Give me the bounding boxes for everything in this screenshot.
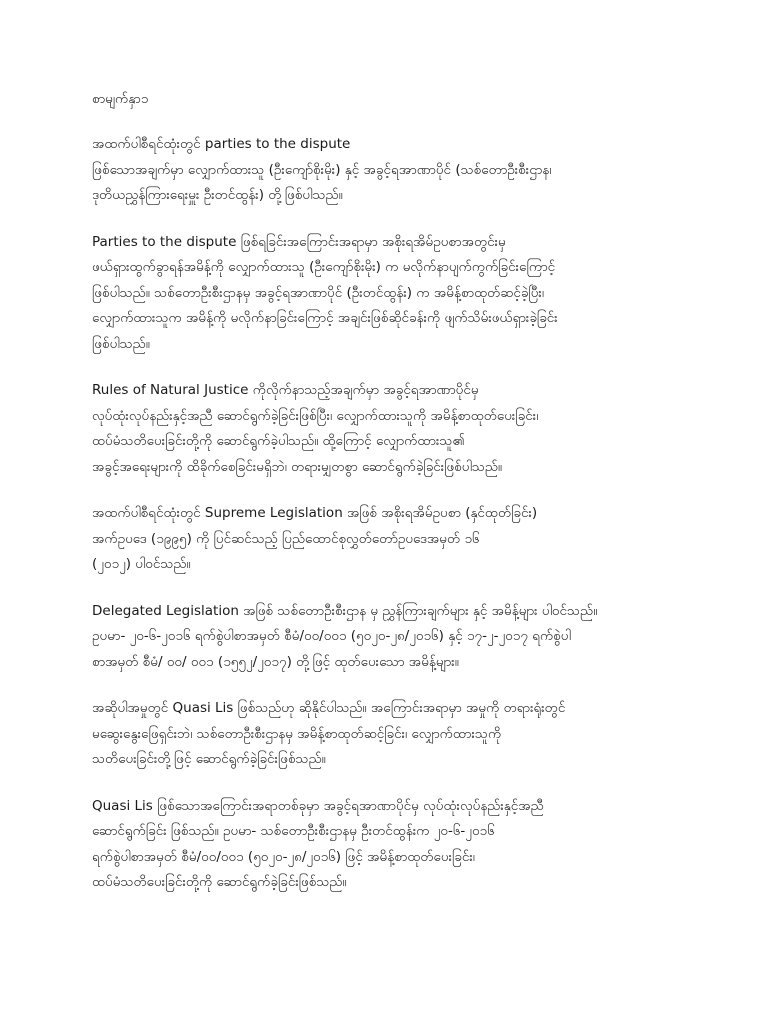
- text-line: အထက်ပါစီရင်ထုံးတွင် Supreme Legislation အဖြစ် အစိုးရအိမ်ဥပစာ (နှင်ထုတ်ခြင်း): [92, 505, 538, 521]
- text-line: ဖြစ်ပါသည်။: [92, 335, 150, 352]
- text-line: လျှောက်ထားသူက အမိန့်ကို မလိုက်နာခြင်းကြောင့် အချင်းဖြစ်ဆိုင်ခန်းကို ဖျက်သိမ်းဖယ်ရှားခဲ့ခြင်း: [92, 310, 558, 326]
- text-line: ဥပမာ- ၂၀-၆-၂၀၁၆ ရက်စွဲပါစာအမှတ် စီမံ/၀ဝ/၀ဝ၁ (၅၀၂၀-၂၈/၂၀၁၆) နှင့် ၁၇-၂-၂၀၁၇ ရက်စွဲပါ: [92, 628, 571, 644]
- text-line: ဖြစ်ပါသည်။ သစ်တောဦးစီးဌာနမှ အခွင့်ရအာဏာပိုင် (ဦးတင်ထွန်း) က အမိန့်စာထုတ်ဆင့်ခဲ့ပြီး၊: [92, 284, 544, 301]
- text-line: စာအမှတ် စီမံ/ ၀၀/ ၀၀၁ (၁၅၅၂/၂၀၁၇) တို့ဖြင့် ထုတ်ပေးသော အမိန့်များ။: [92, 653, 459, 670]
- text-line: အခွင့်အရေးများကို ထိခိုက်စေခြင်းမရှိဘဲ၊ တရားမျှတစွာ ဆောင်ရွက်ခဲ့ခြင်းဖြစ်ပါသည်။: [92, 458, 503, 475]
- text-line: (၂၀၁၂) ပါဝင်သည်။: [92, 556, 191, 572]
- paragraph-quasi-lis: [92, 696, 702, 773]
- text-line: Delegated Legislation အဖြစ် သစ်တောဦးစီးဌာန မှ ညွှန်ကြားချက်များ နှင့် အမိန့်များ ပါဝင်သည်။: [92, 602, 598, 619]
- paragraph-dispute-reason: [92, 230, 702, 358]
- text-line: Rules of Natural Justice ကိုလိုက်နာသည့်အချက်မှာ အခွင့်ရအာဏာပိုင်မှ: [92, 382, 479, 398]
- page-heading: စာမျက်နှာ၁: [92, 91, 149, 107]
- text-line: ဖယ်ရှားထွက်ခွာရန်အမိန့်ကို လျှောက်ထားသူ (ဦးကျော်စိုးမိုး) က မလိုက်နာပျက်ကွက်ခြင်းကြောင့်: [92, 259, 556, 275]
- paragraph-delegated-legislation: [92, 599, 702, 676]
- text-line: ဒုတိယညွှန်ကြားရေးမှူး ဦးတင်ထွန်း) တို့ဖြစ်ပါသည်။: [92, 187, 343, 203]
- paragraph-quasi-lis-example: [92, 794, 702, 896]
- paragraph-parties: [92, 132, 702, 209]
- text-line: လုပ်ထုံးလုပ်နည်းနှင့်အညီ ဆောင်ရွက်ခဲ့ခြင်းဖြစ်ပြီး၊ လျှောက်ထားသူကို အမိန့်စာထုတ်ပေးခြင်း၊: [92, 407, 539, 424]
- paragraph-natural-justice: [92, 378, 702, 480]
- text-line: အဆိုပါအမှုတွင် Quasi Lis ဖြစ်သည်ဟု ဆိုနိုင်ပါသည်။ အကြောင်းအရာမှာ အမှုကို တရားရုံးတွင်: [92, 700, 566, 716]
- paragraph-supreme-legislation: [92, 501, 702, 578]
- text-line: အက်ဥပဒေ (၁၉၉၅) ကို ပြင်ဆင်သည့် ပြည်ထောင်စုလွှတ်တော်ဥပဒေအမှတ် ၁၆: [92, 530, 480, 547]
- text-line: အထက်ပါစီရင်ထုံးတွင် parties to the dispute: [92, 136, 351, 152]
- text-line: သတိပေးခြင်းတို့ဖြင့် ဆောင်ရွက်ခဲ့ခြင်းဖြစ်သည်။: [92, 751, 326, 767]
- text-line: ထပ်မံသတိပေးခြင်းတို့ကို ဆောင်ရွက်ခဲ့ခြင်းဖြစ်သည်။: [92, 874, 347, 890]
- text-line: မဆွေးနွေးဖြေရှင်းဘဲ၊ သစ်တောဦးစီးဌာနမှ အမိန့်စာထုတ်ဆင့်ခြင်း၊ လျှောက်ထားသူကို: [92, 725, 502, 742]
- text-line: Quasi Lis ဖြစ်သောအကြောင်းအရာတစ်ခုမှာ အခွင့်ရအာဏာပိုင်မှ လုပ်ထုံးလုပ်နည်းနှင့်အညီ: [92, 797, 544, 814]
- text-line: ဆောင်ရွက်ခြင်း ဖြစ်သည်။ ဥပမာ- သစ်တောဦးစီးဌာနမှ ဦးတင်ထွန်းက ၂၀-၆-၂၀၁၆: [92, 823, 495, 839]
- text-line: ထပ်မံသတိပေးခြင်းတို့ကို ဆောင်ရွက်ခဲ့ပါသည်။ ထို့ကြောင့် လျှောက်ထားသူ၏: [92, 433, 465, 449]
- text-line: ရက်စွဲပါစာအမှတ် စီမံ/၀၀/၀၀၁ (၅၀၂၀-၂၈/၂၀၁၆) ဖြင့် အမိန့်စာထုတ်ပေးခြင်း၊: [92, 848, 475, 865]
- text-line: Parties to the dispute ဖြစ်ရခြင်းအကြောင်းအရာမှာ အစိုးရအိမ်ဥပစာအတွင်းမှ: [92, 233, 506, 250]
- document-page: [92, 90, 702, 917]
- text-line: ဖြစ်သောအချက်မှာ လျှောက်ထားသူ (ဦးကျော်စိုးမိုး) နှင့် အခွင့်ရအာဏာပိုင် (သစ်တောဦးစီးဌာန၊: [92, 161, 552, 178]
